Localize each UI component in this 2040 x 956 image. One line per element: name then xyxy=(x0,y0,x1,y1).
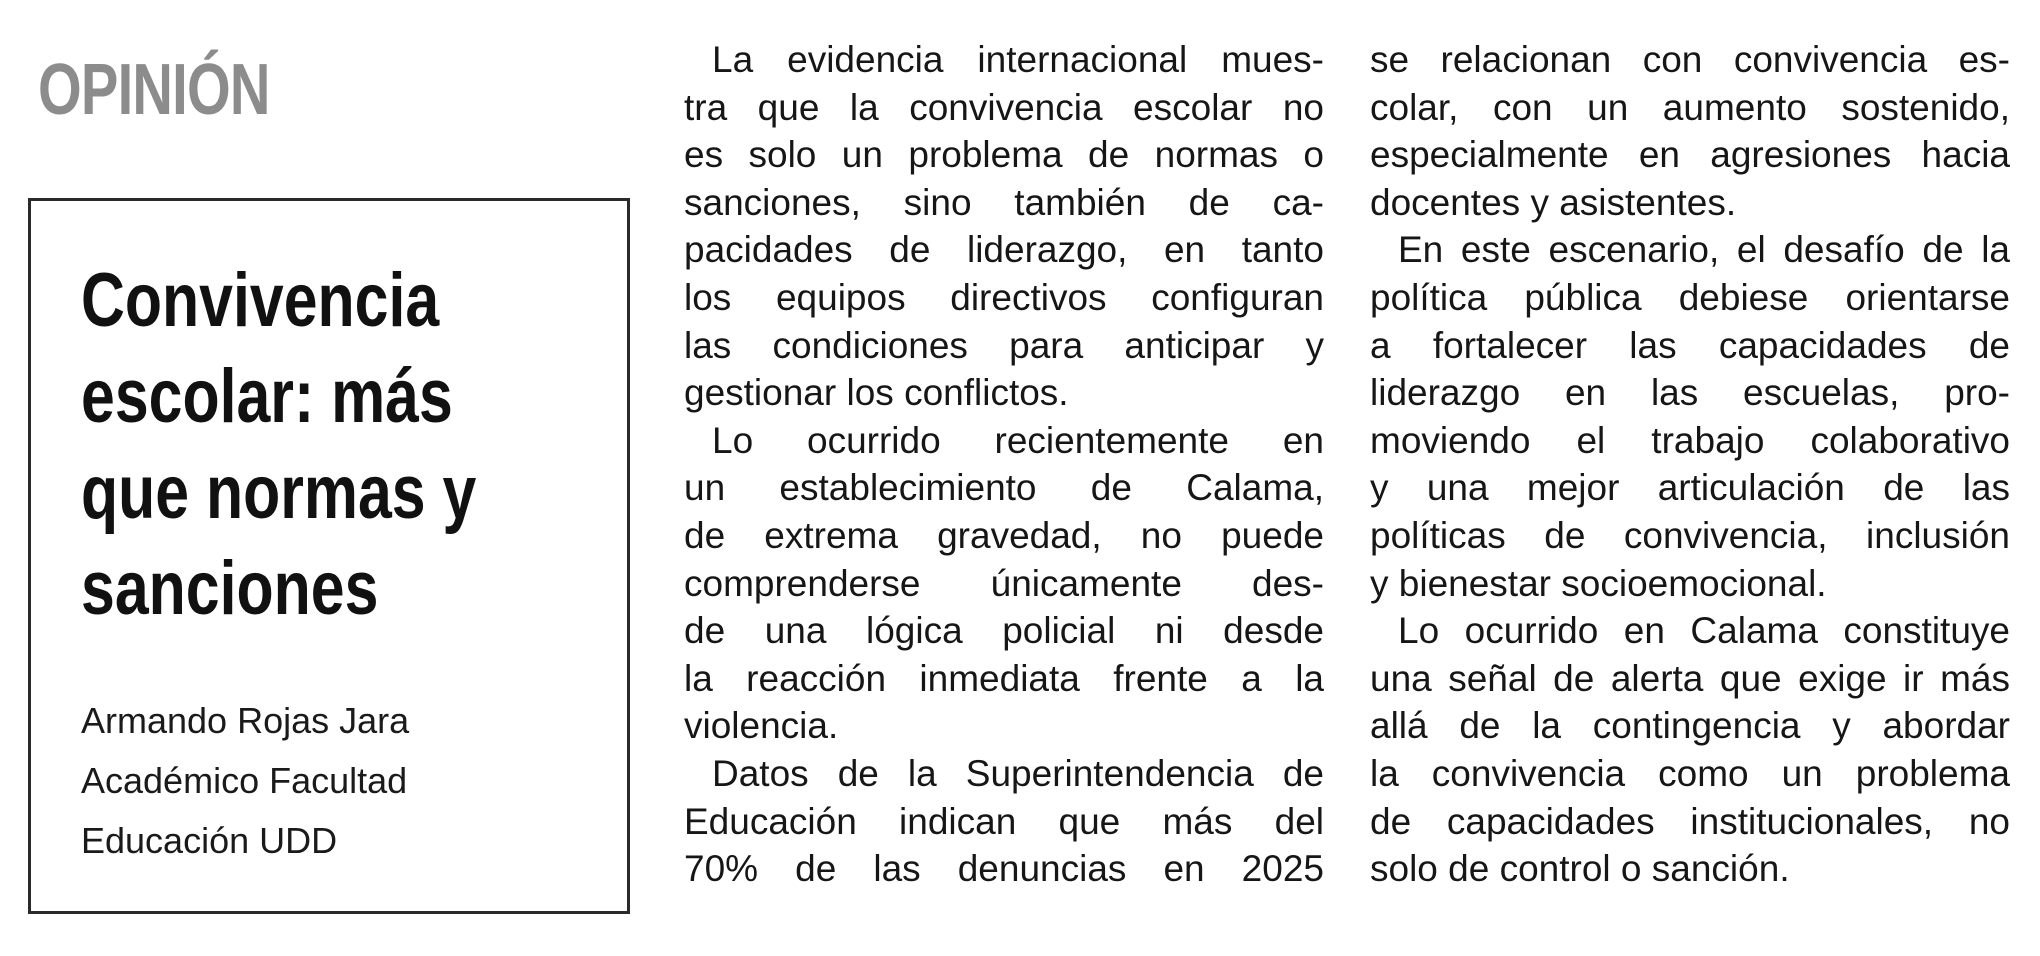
text-line: una señal de alerta que exige ir más xyxy=(1370,657,2010,699)
title-line: Convivencia xyxy=(81,258,440,343)
author-name: Armando Rojas Jara xyxy=(81,700,410,741)
text-line: sanciones, sino también de ca- xyxy=(684,181,1324,223)
text-line: solo de control o sanción. xyxy=(1370,848,1790,890)
text-line: 70% de las denuncias en 2025 xyxy=(684,848,1324,890)
text-line: violencia. xyxy=(684,705,839,747)
title-line: que normas y xyxy=(81,450,477,535)
text-line: En este escenario, el desafío de la xyxy=(1398,229,2010,271)
text-line: y bienestar socioemocional. xyxy=(1370,562,1827,604)
text-line: política pública debiese orientarse xyxy=(1370,276,2010,318)
text-line: La evidencia internacional mues- xyxy=(712,39,1324,80)
text-line: políticas de convivencia, inclusión xyxy=(1370,514,2010,556)
text-line: Lo ocurrido recientemente en xyxy=(712,419,1324,461)
text-line: de capacidades institucionales, no xyxy=(1370,800,2010,842)
text-line: tra que la convivencia escolar no xyxy=(684,86,1324,128)
text-line: la convivencia como un problema xyxy=(1370,752,2010,794)
text-line: Lo ocurrido en Calama constituye xyxy=(1398,610,2010,652)
title-line: sanciones xyxy=(81,546,379,631)
text-line: comprenderse únicamente des- xyxy=(684,562,1324,604)
text-line: liderazgo en las escuelas, pro- xyxy=(1370,372,2010,414)
title-line: escolar: más xyxy=(81,354,453,439)
text-line: allá de la contingencia y abordar xyxy=(1370,705,2010,747)
text-line: las condiciones para anticipar y xyxy=(684,324,1324,366)
text-line: de una lógica policial ni desde xyxy=(684,610,1324,652)
text-line: Educación indican que más del xyxy=(684,800,1324,842)
section-label: OPINIÓN xyxy=(38,50,270,130)
body-column-1 xyxy=(684,36,1324,893)
text-line: colar, con un aumento sostenido, xyxy=(1370,86,2010,128)
text-line: se relacionan con convivencia es- xyxy=(1370,39,2010,80)
headline-box xyxy=(28,198,630,914)
text-line: la reacción inmediata frente a la xyxy=(684,657,1324,699)
author-byline xyxy=(81,691,601,871)
text-line: un establecimiento de Calama, xyxy=(684,467,1324,509)
text-line: Datos de la Superintendencia de xyxy=(712,752,1324,794)
text-line: moviendo el trabajo colaborativo xyxy=(1370,419,2010,461)
body-column-2 xyxy=(1370,36,2010,893)
text-line: especialmente en agresiones hacia xyxy=(1370,134,2010,176)
text-line: de extrema gravedad, no puede xyxy=(684,514,1324,556)
author-affiliation: Educación UDD xyxy=(81,820,338,861)
text-line: los equipos directivos configuran xyxy=(684,276,1324,318)
text-line: a fortalecer las capacidades de xyxy=(1370,324,2010,366)
text-line: es solo un problema de normas o xyxy=(684,134,1324,176)
text-line: docentes y asistentes. xyxy=(1370,181,1737,223)
author-role: Académico Facultad xyxy=(81,760,408,801)
article-title xyxy=(81,253,601,637)
text-line: gestionar los conflictos. xyxy=(684,372,1069,414)
text-line: pacidades de liderazgo, en tanto xyxy=(684,229,1324,271)
text-line: y una mejor articulación de las xyxy=(1370,467,2010,509)
